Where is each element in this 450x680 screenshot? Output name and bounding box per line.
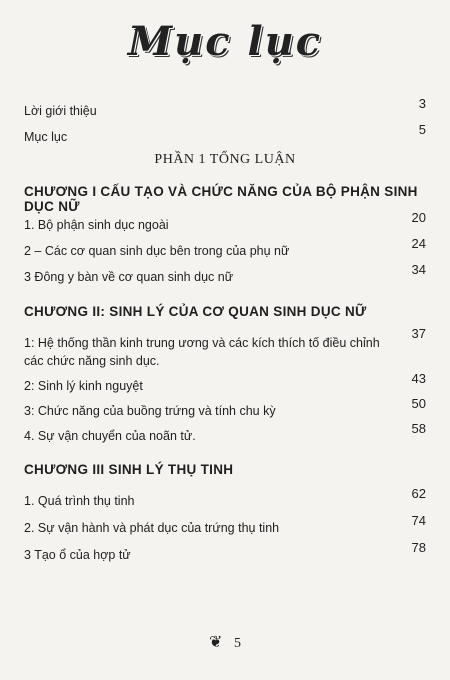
page-number: 5 [233,636,241,651]
toc-entry-label: 1. Quá trình thụ tinh [24,494,135,508]
toc-entry-label: 4. Sự vận chuyển của noãn tử. [24,429,196,443]
page-title: Mục lục [127,18,323,65]
chapter-heading: CHƯƠNG II: SINH LÝ CỦA CƠ QUAN SINH DỤC NỮ [24,304,367,319]
toc-entry-label: 2 – Các cơ quan sinh dục bên trong của phụ nữ [24,244,290,258]
toc-entry-page: 3 [418,96,426,111]
toc-entry-page: 50 [411,396,426,411]
page-footer [0,632,450,652]
toc-entry-page: 5 [418,122,426,137]
chapter-heading: CHƯƠNG I CẤU TẠO VÀ CHỨC NĂNG CỦA BỘ PHẬN SINH DỤC NỮ [24,184,418,214]
toc-entry-page: 74 [411,513,426,528]
toc-entry-label: Mục lục [24,130,68,144]
toc-entry-page: 58 [411,421,426,436]
toc-entry-page: 43 [411,371,426,386]
toc-entry-label: Lời giới thiệu [24,104,97,118]
toc-entry-label: 2: Sinh lý kinh nguyệt [24,379,143,393]
ornament-icon: ❦ [209,634,223,651]
toc-entry-label: 3 Đông y bàn về cơ quan sinh dục nữ [24,270,234,284]
chapter-heading: CHƯƠNG III SINH LÝ THỤ TINH [24,462,234,477]
toc-entry-page: 37 [411,326,426,341]
toc-entry-label: 1: Hệ thống thần kinh trung ương và các kích thích tố điều chỉnh các chức năng sinh dục. [24,336,380,368]
toc-entry-label: 3: Chức năng của buồng trứng và tính chu kỳ [24,404,276,418]
toc-entry-page: 24 [411,236,426,251]
toc-entry-page: 78 [411,540,426,555]
toc-entry-label: 2. Sự vận hành và phát dục của trứng thụ tinh [24,521,280,535]
toc-entry-page: 20 [411,210,426,225]
toc-entry-page: 62 [411,486,426,501]
toc-entry-page: 34 [411,262,426,277]
toc-entry-label: 1. Bộ phận sinh dục ngoài [24,218,169,232]
part-heading: PHẦN 1 TỔNG LUẬN [154,152,296,167]
toc-entry-label: 3 Tạo ổ của hợp tử [24,548,131,562]
